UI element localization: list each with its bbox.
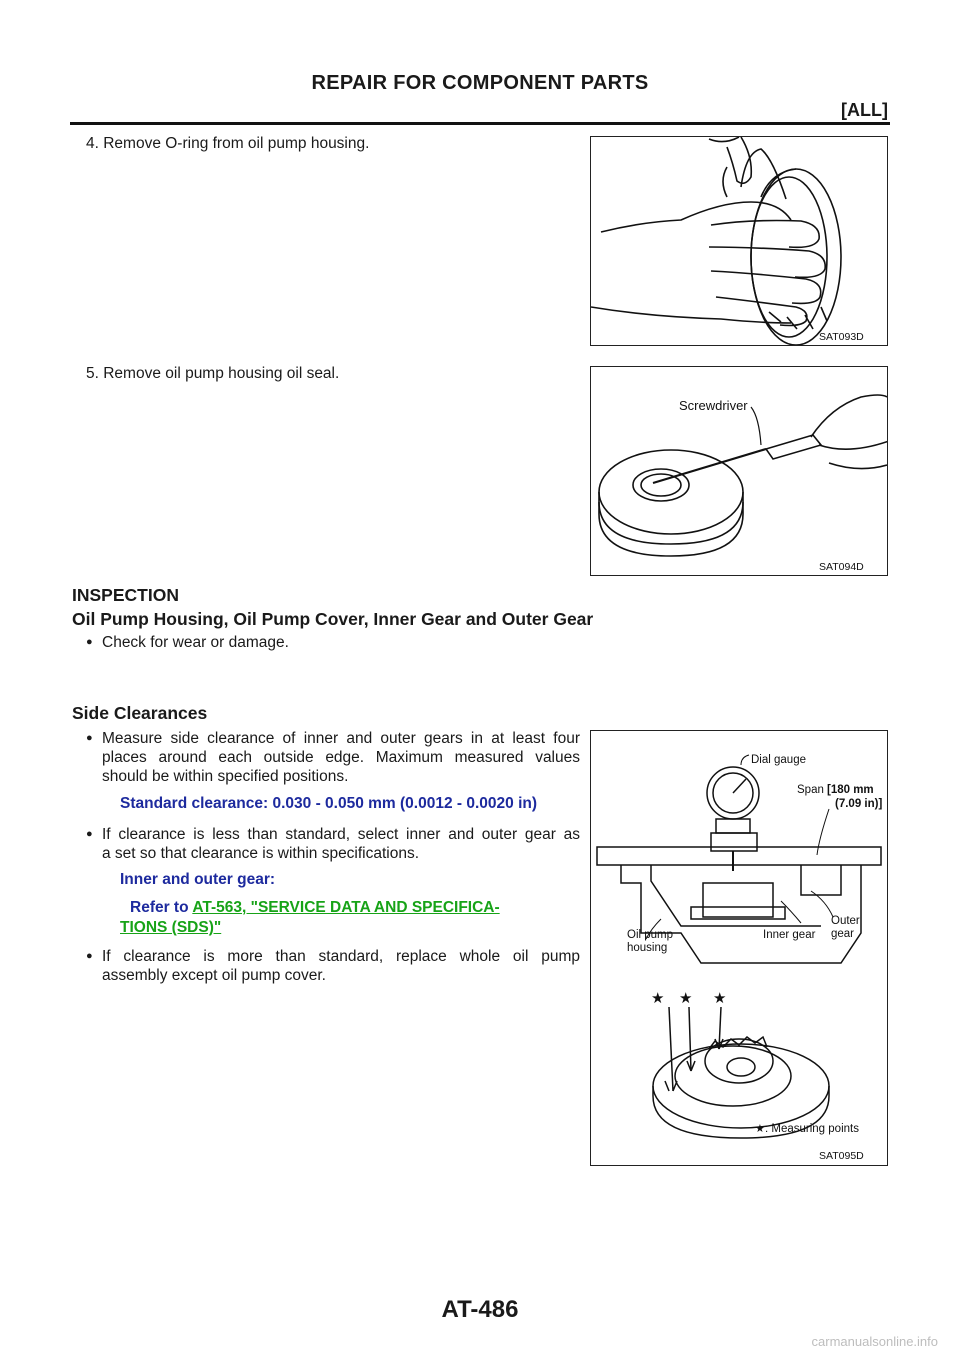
o-ring-removal-illustration — [591, 137, 887, 345]
bullet-1-line-3: should be within specified positions. — [102, 768, 349, 785]
bullet-1-line-2: places around each outside edge. Maximum measured values — [102, 749, 580, 766]
span-label: Span — [797, 784, 824, 796]
sds-reference-link-part-1[interactable]: AT-563, "SERVICE DATA AND SPECIFICA- — [192, 899, 500, 916]
oil-pump-housing-label-2: housing — [627, 942, 668, 954]
figure-remove-o-ring — [590, 136, 888, 346]
star-icon: ★ — [679, 990, 693, 1007]
header-divider — [70, 122, 890, 125]
inspection-heading: INSPECTION — [72, 585, 179, 605]
figure-1-code: SAT093D — [819, 331, 864, 343]
page-number: AT-486 — [441, 1296, 519, 1323]
inspection-bullet-1-text: Check for wear or damage. — [102, 634, 289, 651]
span-value-line-2: (7.09 in)] — [835, 798, 883, 810]
side-clearances-bullet-3 — [86, 947, 580, 985]
sds-reference-link-part-2[interactable]: TIONS (SDS)" — [120, 919, 222, 936]
bullet-icon: ● — [86, 828, 93, 840]
side-clearances-bullet-1 — [86, 729, 580, 786]
refer-to-line-2 — [120, 919, 221, 937]
figure-3-code: SAT095D — [819, 1150, 864, 1162]
step-5-text: 5. Remove oil pump housing oil seal. — [86, 365, 340, 382]
bullet-icon: ● — [86, 636, 93, 648]
side-clearances-heading: Side Clearances — [72, 703, 208, 723]
dial-gauge-label: Dial gauge — [751, 754, 806, 766]
span-value-line-1: [180 mm — [827, 784, 874, 796]
bullet-2-line-2: a set so that clearance is within specifications. — [102, 845, 420, 862]
bullet-3-line-2: assembly except oil pump cover. — [102, 967, 326, 984]
page-header-title: REPAIR FOR COMPONENT PARTS — [311, 72, 649, 94]
side-clearance-illustration — [591, 731, 887, 1165]
bullet-2-line-1: If clearance is less than standard, select inner and outer gear as — [102, 826, 580, 843]
standard-clearance-spec: Standard clearance: 0.030 - 0.050 mm (0.0012 - 0.0020 in) — [120, 795, 538, 812]
figure-side-clearance-measurement — [590, 730, 888, 1166]
gear-spec-label: Inner and outer gear: — [120, 871, 276, 888]
oil-pump-housing-label-1: Oil pump — [627, 929, 674, 941]
watermark: carmanualsonline.info — [811, 1334, 938, 1349]
oil-seal-removal-illustration — [591, 367, 887, 575]
figure-remove-oil-seal — [590, 366, 888, 576]
star-icon: ★ — [755, 1123, 765, 1135]
outer-gear-label-1: Outer — [831, 915, 860, 927]
outer-gear-label-2: gear — [831, 928, 855, 940]
star-icon: ★ — [713, 990, 727, 1007]
figure-2-code: SAT094D — [819, 561, 864, 573]
bullet-3-line-1: If clearance is more than standard, replace whole oil pump — [102, 948, 580, 965]
bullet-icon: ● — [86, 732, 93, 744]
star-icon: ★ — [651, 990, 665, 1007]
step-4-text: 4. Remove O-ring from oil pump housing. — [86, 135, 370, 152]
bullet-icon: ● — [86, 950, 93, 962]
bullet-1-line-1: Measure side clearance of inner and outer gears in at least four — [102, 730, 580, 747]
refer-to-line — [130, 899, 500, 917]
page-header-tag: [ALL] — [841, 100, 888, 120]
refer-to-label: Refer to — [130, 899, 189, 916]
screwdriver-label: Screwdriver — [679, 398, 748, 413]
side-clearances-bullet-2 — [86, 825, 580, 863]
measuring-points-legend: : Measuring points — [765, 1123, 859, 1135]
inner-gear-label: Inner gear — [763, 929, 816, 941]
inspection-subheading: Oil Pump Housing, Oil Pump Cover, Inner Gear and Outer Gear — [72, 609, 594, 629]
